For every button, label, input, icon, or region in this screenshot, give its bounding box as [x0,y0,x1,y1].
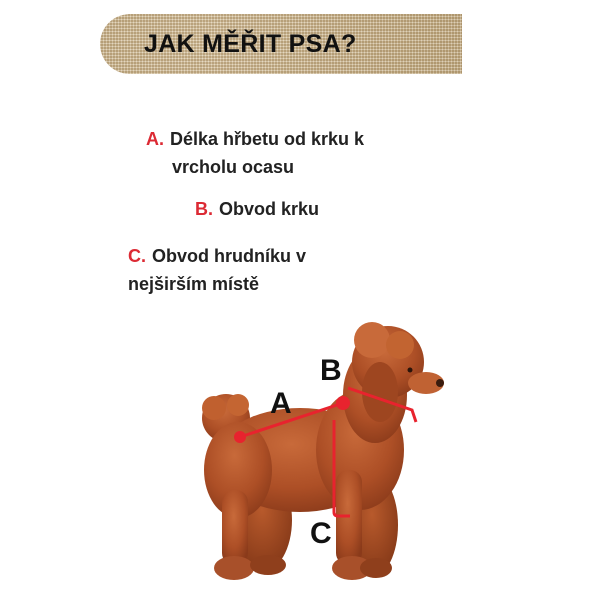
measurement-a-letter: A. [146,129,164,149]
measurement-b-text: Obvod krku [219,199,320,219]
measurement-a-text-line1: Délka hřbetu od krku k [170,129,365,149]
point-a-neck [336,396,350,410]
measurement-b-letter: B. [195,199,213,219]
measurement-c-letter: C. [128,246,146,266]
diagram-label-c: C [310,517,332,550]
measurement-c-text-line1: Obvod hrudníku v [152,246,307,266]
page-title: JAK MĚŘIT PSA? [144,30,357,58]
measurement-a-text-line2: vrcholu ocasu [172,157,295,177]
point-a-tail [234,431,246,443]
diagram-label-b: B [320,354,342,387]
measurement-c-text-line2: nejširším místě [128,274,260,294]
diagram-label-a: A [270,387,292,420]
